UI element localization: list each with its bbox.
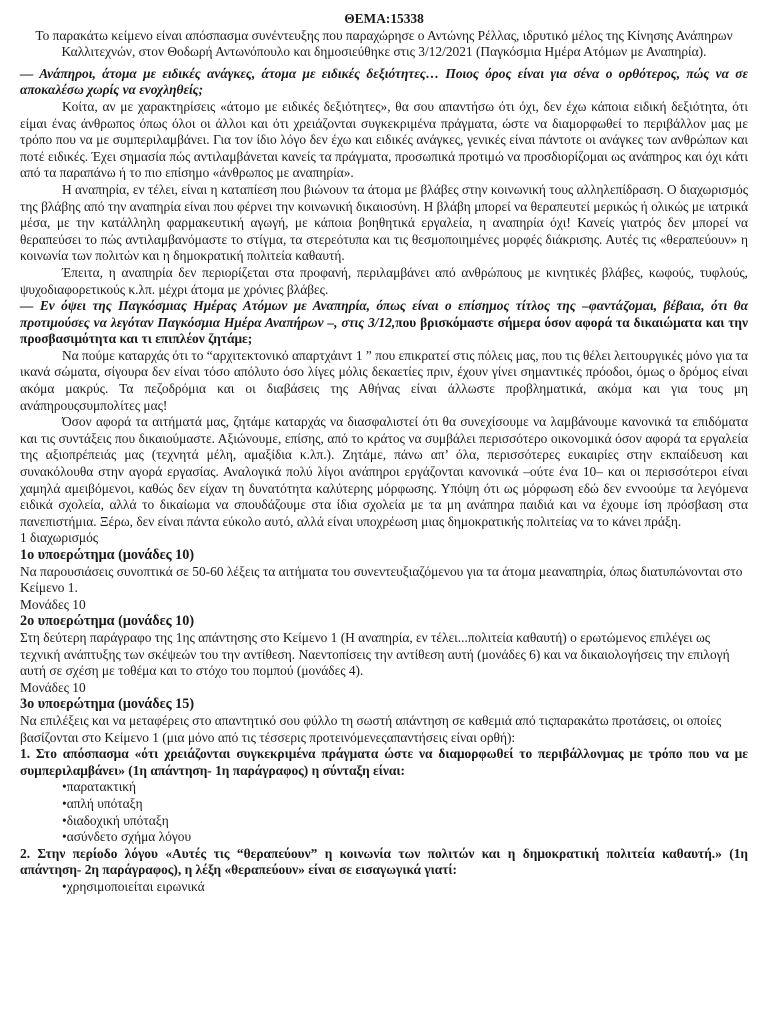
task-2-text: Στη δεύτερη παράγραφο της 1ης απάντησης στο Κείμενο 1 (Η αναπηρία, εν τέλει...πολιτεία καθαυτή) ο ερωτώμενος επιλέγει ως τεχνική ανάπτυξης των σκέψεών του την αντίθεση. Ναεντοπίσεις την αντίθεση αυτή (μονάδες 6) και να δικαιολογήσεις την επιλογή αυτή σε σχέση με τοθέμα και το στόχο του πομπού (μονάδες 4).	[20, 629, 730, 679]
answer-1-paragraph-1: Κοίτα, αν με χαρακτηρίσεις «άτομο με ειδικές δεξιότητες», θα σου απαντήσω ότι όχι, δεν έχω κάποια ειδική δεξιότητα, ότι είμαι ένας άνθρωπος όπως όλοι οι άλλοι και ότι χρειάζονται συγκεκριμένα πράγματα, ώστε να διαμορφωθεί το περιβάλλον μας με τρόπο που να με συμπεριλαμβάνει. Για τον ίδιο λόγο δεν έχω και ειδικές ανάγκες, γενικές είναι πάντοτε οι ανάγκες των ανθρώπων και ποτέ ειδικές. Έχει σημασία πώς αντιλαμβάνεται κανείς τα πράγματα, προσωπικά προτιμώ να προσδιορίζομαι ως ανάπηρος και όχι κάτι από τα παραπάνω ή το πιο επίσημο «άνθρωπος με αναπηρία».	[20, 98, 748, 181]
interview-question-2	[20, 298, 748, 348]
task-2-points: Μονάδες 10	[20, 679, 86, 695]
task-3-question-2: 2. Στην περίοδο λόγου «Αυτές τις “θεραπεύουν” η κοινωνία των πολιτών και η δημοκρατική πολιτεία καθαυτή.» (1η απάντηση- 2η παράγραφος), η λέξη «θεραπεύουν» είναι σε εισαγωγικά γιατί:	[20, 845, 748, 878]
answer-2-paragraph-1: Να πούμε καταρχάς ότι το “αρχιτεκτονικό απαρτχάιντ 1 ” που επικρατεί στις πόλεις μας, που τις θέλει λειτουργικές μόνο για τα ικανά σώματα, σίγουρα δεν είναι τόσο απόλυτο όσο λίγες μόλις δεκαετίες πριν, έχουν γίνει σημαντικές πρόοδοι, όμως ο δρόμος είναι ακόμα μακρύς. Τα πεζοδρόμια και οι διαβάσεις της Αθήνας είναι άλλωστε προβληματικά, ακόμα και για τους μη ανάπηρουςσυμπολίτες μας!	[20, 347, 748, 413]
task-1-text: Να παρουσιάσεις συνοπτικά σε 50-60 λέξεις τα αιτήματα του συνεντευξιαζόμενου για τα άτομα μεαναπηρία, όπως διατυπώνονται στο Κείμενο 1.	[20, 563, 743, 596]
task-3-text: Να επιλέξεις και να μεταφέρεις στο απαντητικό σου φύλλο τη σωστή απάντηση σε καθεμιά από τιςπαρακάτω προτάσεις, οι οποίες βασίζονται στο Κείμενο 1 (μια μόνο από τις τέσσερις προτεινόμενεςαπαντήσεις είναι ορθή):	[20, 712, 722, 745]
task-3-question-1-option: •παρατακτική	[62, 779, 137, 795]
task-2-heading: 2ο υποερώτημα (μονάδες 10)	[20, 613, 195, 630]
task-3-question-1-option: •απλή υπόταξη	[62, 795, 143, 811]
answer-1-paragraph-2: Η αναπηρία, εν τέλει, είναι η καταπίεση που βιώνουν τα άτομα με βλάβες στην κοινωνική τους αλληλεπίδραση. Ο διαχωρισμός της βλάβης από την αναπηρία είναι που φέρνει την κοινωνική δικαιοσύνη. Η βλάβη μπορεί να θεραπευτεί μερικώς ή ολικώς με ιατρικά μέσα, με την κατάλληλη φαρμακευτική αγωγή, με κάποια βοηθητικά εργαλεία, η αναπηρία όχι! Κανείς γιατρός δεν μπορεί να θεραπεύσει το πώς αντιλαμβανόμαστε το στίγμα, τα στερεότυπα και τις θεσμοποιημένες μορφές διάκρισης. Αυτές τις «θεραπεύουν» η κοινωνία των πολιτών και η δημοκρατική πολιτεία καθαυτή.	[20, 181, 748, 264]
interview-question-2-part-2: που βρισκόμαστε σήμερα όσον αφορά τα δικαιώματα και την προσβασιμότητα και τι επιπλέον ζητάμε;	[20, 314, 748, 347]
intro-text: Το παρακάτω κείμενο είναι απόσπασμα συνέντευξης που παραχώρησε ο Αντώνης Ρέλλας, ιδρυτικό μέλος της Κίνησης Ανάπηρων Καλλιτεχνών, στον Θοδωρή Αντωνόπουλο και δημοσιεύθηκε στις 3/12/2021 (Παγκόσμια Ημέρα Ατόμων με Αναπηρία).	[35, 27, 733, 60]
task-1-points: Μονάδες 10	[20, 596, 86, 612]
answer-1-paragraph-3: Έπειτα, η αναπηρία δεν περιορίζεται στα προφανή, περιλαμβάνει από ανθρώπους με κινητικές βλάβες, κωφούς, τυφλούς, ψυχοδιαφορετικούς κ.λπ. μέχρι άτομα με χρόνιες βλάβες.	[20, 264, 748, 297]
task-3-question-2-option: •χρησιμοποιείται ειρωνικά	[62, 878, 205, 894]
task-3-heading: 3ο υποερώτημα (μονάδες 15)	[20, 696, 195, 713]
task-3-question-1: 1. Στο απόσπασμα «ότι χρειάζονται συγκεκριμένα πράγματα ώστε να διαμορφωθεί το περιβάλλονμας με τρόπο που να με συμπεριλαμβάνει» (1η απάντηση- 1η παράγραφος) η σύνταξη είναι:	[20, 746, 748, 778]
answer-2-paragraph-2: Όσον αφορά τα αιτήματά μας, ζητάμε καταρχάς να διασφαλιστεί ότι θα συνεχίσουμε να λαμβάνουμε κανονικά τα επιδόματα και τις συντάξεις που δικαιούμαστε. Αξιώνουμε, επίσης, από το κράτος να συμβάλει περισσότερο οικονομικά όσον αφορά τα εργαλεία της αξιοπρέπειάς μας (τεχνητά μέλη, αμαξίδια κ.λπ.). Ζητάμε, πάνω απ’ όλα, περισσότερες ευκαιρίες στην εκπαίδευση και συνακόλουθα στην αγορά εργασίας. Αναλογικά πολύ λίγοι ανάπηροι εργάζονται κανονικά –ούτε ένα 10– και οι περισσότεροι είναι χαμηλά αμειβόμενοι, καθώς δεν είχαν τη δυνατότητα καλύτερης μόρφωσης. Υπόψη ότι ως μόρφωση εδώ δεν εννοούμε τα λεγόμενα ειδικά σχολεία, αλλά το δικαίωμα να σπουδάζουμε στα ίδια σχολεία με τα μη ανάπηρα παιδιά και να έχουμε ίση πρόσβαση στα πανεπιστήμια. Ξέρω, δεν είναι πάντα εύκολο αυτό, αλλά είναι υποχρέωση μιας δημοκρατικής πολιτείας να το κάνει πράξη.	[20, 414, 748, 529]
footnote: 1 διαχωρισμός	[20, 530, 99, 546]
document-title: ΘΕΜΑ:15338	[344, 11, 424, 26]
task-1-heading: 1ο υποερώτημα (μονάδες 10)	[20, 547, 195, 563]
interview-question-2-part-1: — Εν όψει της Παγκόσμιας Ημέρας Ατόμων με Αναπηρία, όπως είναι ο επίσημος τίτλος της –φαντάζομαι, βέβαια, ότι θα προτιμούσες να λεγόταν Παγκόσμια Ημέρα Αναπήρων –, στις 3/12,	[20, 298, 748, 330]
task-3-question-1-option: •ασύνδετο σχήμα λόγου	[62, 829, 192, 845]
interview-question-1: — Ανάπηροι, άτομα με ειδικές ανάγκες, άτομα με ειδικές δεξιότητες… Ποιος όρος είναι για σένα ο ορθότερος, πώς να σε αποκαλέσω χωρίς να ενοχληθείς;	[20, 65, 748, 98]
task-3-question-1-option: •διαδοχική υπόταξη	[62, 812, 169, 828]
